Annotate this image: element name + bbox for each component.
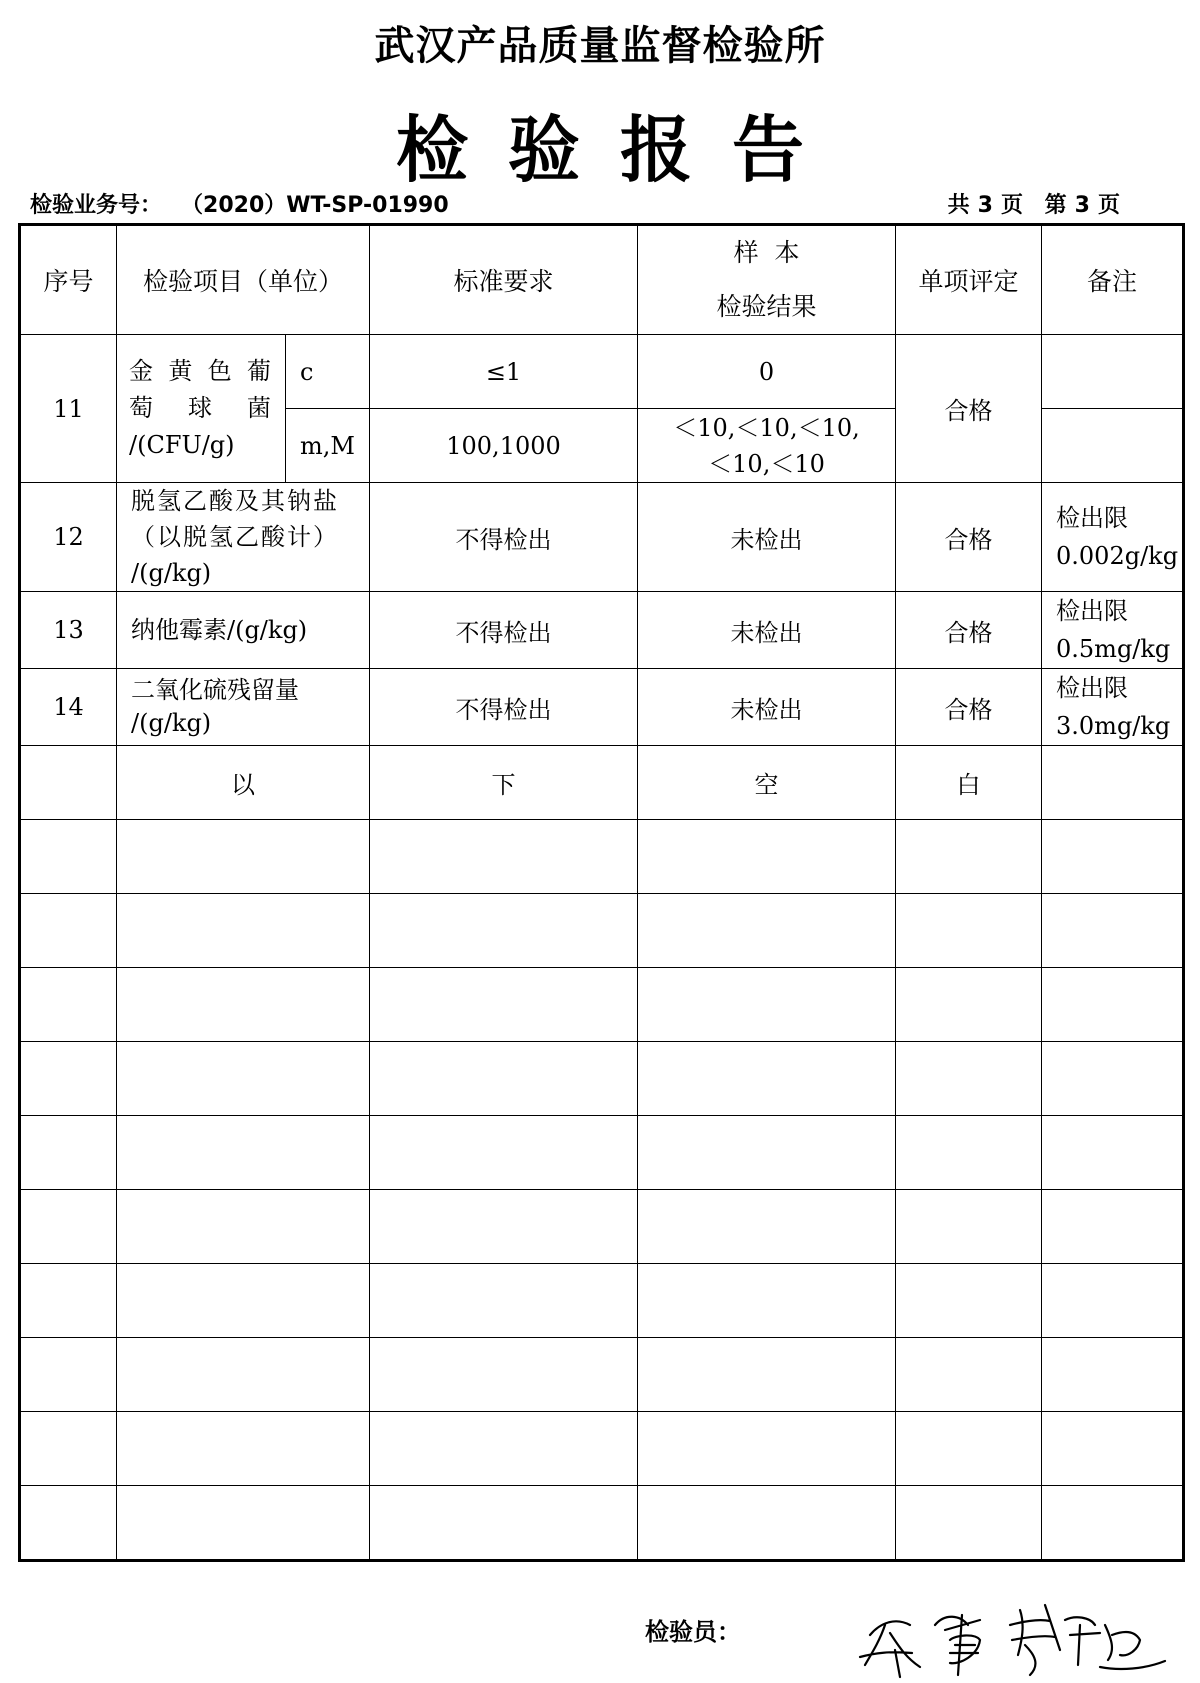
empty-row [20, 1486, 1184, 1561]
report-meta [30, 188, 1120, 218]
business-number [30, 188, 449, 219]
blank-marker-char: 空 [638, 746, 896, 820]
empty-row [20, 1338, 1184, 1412]
header-remark: 备注 [1042, 225, 1184, 335]
blank-marker-char: 下 [370, 746, 638, 820]
row-11-param-c: c [286, 335, 370, 409]
page-total: 3 [977, 193, 993, 218]
row-14-remark-line1: 检出限 [1056, 674, 1129, 702]
blank-cell [20, 746, 117, 820]
header-sample-line2: 检验结果 [716, 292, 817, 321]
row-14-item [117, 669, 370, 746]
row-14-remark [1042, 669, 1184, 746]
row-11-result-mM [638, 409, 896, 483]
row-11-seq: 11 [20, 335, 117, 483]
row-13-item: 纳他霉素/(g/kg) [117, 592, 370, 669]
row-12-remark-line2: 0.002g/kg [1056, 542, 1179, 570]
row-13-remark-line1: 检出限 [1056, 597, 1129, 625]
inspector-label: 检验员： [645, 1618, 741, 1646]
table-row [20, 335, 1184, 409]
row-12-result: 未检出 [638, 483, 896, 592]
row-11-result-c: 0 [638, 335, 896, 409]
row-14-item-unit: /(g/kg) [131, 709, 212, 737]
row-11-item-line2: 萄 球 菌 [129, 394, 273, 422]
header-item: 检验项目（单位） [117, 225, 370, 335]
blank-marker-char: 白 [896, 746, 1042, 820]
row-14-remark-line2: 3.0mg/kg [1056, 712, 1171, 740]
page-total-prefix: 共 [947, 193, 970, 218]
row-11-remark-a [1042, 335, 1184, 409]
header-standard: 标准要求 [370, 225, 638, 335]
row-14-item-line1: 二氧化硫残留量 [131, 676, 299, 704]
row-11-item-unit: /(CFU/g) [129, 431, 235, 459]
empty-row [20, 1190, 1184, 1264]
empty-row [20, 894, 1184, 968]
blank-marker-row [20, 746, 1184, 820]
row-12-item-line2: （以脱氢乙酸计） [131, 523, 339, 551]
table-row [20, 483, 1184, 592]
header-sample [638, 225, 896, 335]
row-12-remark [1042, 483, 1184, 592]
blank-cell [1042, 746, 1184, 820]
row-12-remark-line1: 检出限 [1056, 504, 1129, 532]
empty-row [20, 1042, 1184, 1116]
inspector-signatures [850, 1595, 1180, 1680]
business-no-value: （2020）WT-SP-01990 [192, 193, 449, 218]
table-row [20, 669, 1184, 746]
row-14-result: 未检出 [638, 669, 896, 746]
empty-row [20, 1264, 1184, 1338]
row-13-judgement: 合格 [896, 592, 1042, 669]
row-11-standard-c: ≤1 [370, 335, 638, 409]
signature-1-stroke [935, 1615, 980, 1675]
row-11-item-line1: 金黄色葡 [129, 357, 273, 385]
row-11-remark-b [1042, 409, 1184, 483]
row-13-standard: 不得检出 [370, 592, 638, 669]
row-12-standard: 不得检出 [370, 483, 638, 592]
row-11-standard-mM: 100,1000 [370, 409, 638, 483]
organization-name: 武汉产品质量监督检验所 [374, 23, 826, 69]
page-total-suffix: 页 [1000, 193, 1023, 218]
header-sample-line1: 样 本 [733, 238, 800, 267]
empty-row [20, 1412, 1184, 1486]
row-13-result: 未检出 [638, 592, 896, 669]
table-row [20, 592, 1184, 669]
row-13-seq: 13 [20, 592, 117, 669]
row-12-seq: 12 [20, 483, 117, 592]
header-seq: 序号 [20, 225, 117, 335]
signature-1-stroke [860, 1621, 920, 1677]
page-indicator [948, 188, 1120, 219]
empty-row [20, 968, 1184, 1042]
row-13-remark-line2: 0.5mg/kg [1056, 635, 1171, 663]
row-11-judgement: 合格 [896, 335, 1042, 483]
header-judgement: 单项评定 [896, 225, 1042, 335]
row-12-judgement: 合格 [896, 483, 1042, 592]
page-current: 3 [1074, 193, 1090, 218]
report-title: 检验报告 [395, 108, 844, 192]
row-13-remark [1042, 592, 1184, 669]
empty-row [20, 820, 1184, 894]
signature-2-stroke [1010, 1605, 1060, 1675]
page-current-prefix: 第 [1044, 193, 1067, 218]
business-no-label: 检验业务号： [30, 193, 163, 218]
inspection-table [18, 223, 1185, 1562]
row-12-item-unit: /(g/kg) [131, 559, 212, 587]
empty-row [20, 1116, 1184, 1190]
row-12-item [117, 483, 370, 592]
row-11-item [117, 335, 286, 483]
page-current-suffix: 页 [1097, 193, 1120, 218]
row-11-result-mM-line1: ＜10,＜10,＜10, [673, 413, 860, 442]
row-12-item-line1: 脱氢乙酸及其钠盐 [131, 487, 339, 515]
table-header-row [20, 225, 1184, 335]
signature-2-stroke [1065, 1617, 1165, 1669]
row-14-seq: 14 [20, 669, 117, 746]
row-14-judgement: 合格 [896, 669, 1042, 746]
row-11-param-mM: m,M [286, 409, 370, 483]
row-14-standard: 不得检出 [370, 669, 638, 746]
row-11-result-mM-line2: ＜10,＜10 [708, 449, 825, 478]
blank-marker-char: 以 [117, 746, 370, 820]
